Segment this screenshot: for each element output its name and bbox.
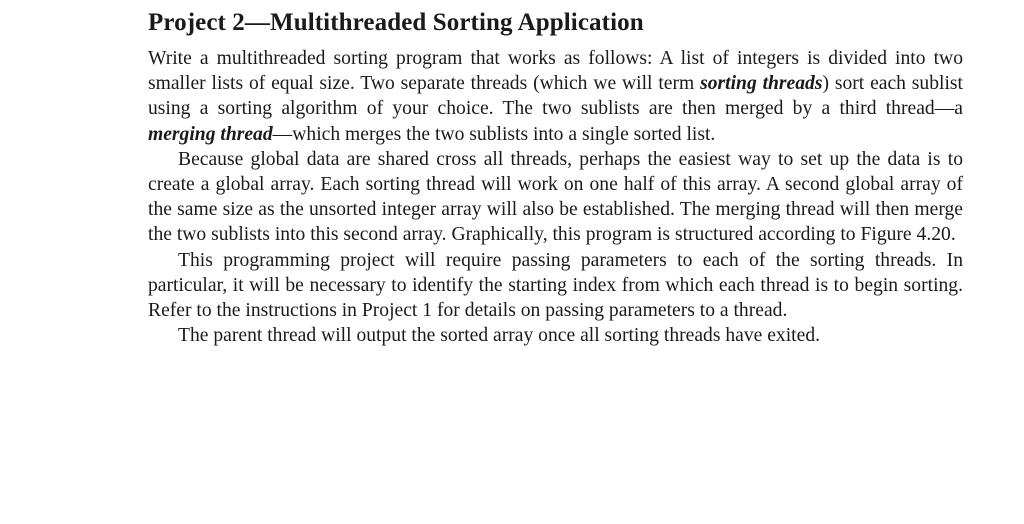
- paragraph-1-text-c: —which merges the two sublists into a single sorted list.: [272, 123, 716, 145]
- paragraph-1: [148, 46, 963, 147]
- document-page: [148, 6, 963, 348]
- term-merging-thread: merging thread: [148, 123, 273, 145]
- paragraph-3: This programming project will require passing parameters to each of the sorting threads. In particular, it will be necessary to identify the starting index from which each thread is to begin sorting. Refer to the instructions in Project 1 for details on passing parameters to a thread.: [148, 249, 963, 322]
- term-sorting-threads: sorting threads: [700, 73, 823, 95]
- paragraph-4: The parent thread will output the sorted array once all sorting threads have exited.: [178, 325, 821, 347]
- paragraph-2: Because global data are shared cross all threads, perhaps the easiest way to set up the data is to create a global array. Each sorting thread will work on one half of this array. A second global array of the same size as the unsorted integer array will also be established. The merging thread will then merge the two sublists into this second array. Graphically, this program is structured according to Figure 4.20.: [148, 148, 963, 246]
- section-title: Project 2—Multithreaded Sorting Application: [148, 9, 644, 36]
- paragraph-1-text-b: ) sort each sublist using a sorting algorithm of your choice. The two sublists are then merged by a third thread—a: [148, 73, 963, 120]
- paragraph-1-text-a: Write a multithreaded sorting program that works as follows: A list of integers is divided into two smaller lists of equal size. Two separate threads (which we will term: [148, 48, 963, 95]
